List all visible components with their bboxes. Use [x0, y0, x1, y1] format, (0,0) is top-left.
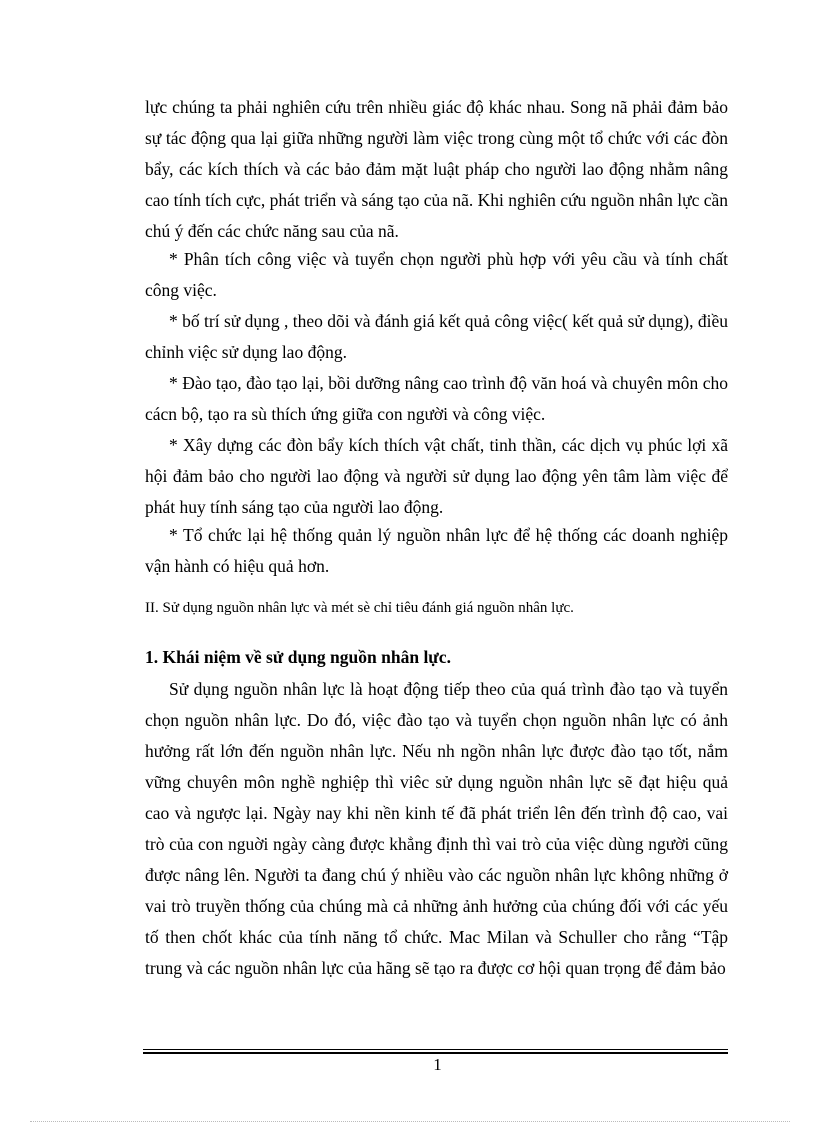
intro-paragraph: lực chúng ta phải nghiên cứu trên nhiều giác độ khác nhau. Song nã phải đảm bảo sự tác động qua lại giữa những người làm việc trong cùng một tổ chức với các đòn bẩy, các kích thích và các bảo đảm mặt luật pháp cho người lao động nhằm nâng cao tính tích cực, phát triển và sáng tạo của nã. Khi nghiên cứu nguồn nhân lực cần chú ý đến các chức năng sau của nã. — [145, 97, 728, 241]
bullet-assignment: * bố trí sử dụng , theo dõi và đánh giá kết quả công việc( kết quả sử dụng), điều chỉnh việc sử dụng lao động. — [145, 311, 728, 362]
footer-rule-thin — [143, 1049, 728, 1050]
bullet-incentives: * Xây dựng các đòn bẩy kích thích vật chất, tinh thần, các dịch vụ phúc lợi xã hội đảm bảo cho người lao động và người sử dụng lao động yên tâm làm việc để phát huy tính sáng tạo của người lao động. — [145, 435, 728, 517]
subsection-title: 1. Khái niệm về sử dụng nguồn nhân lực. — [145, 647, 451, 667]
section-title: II. Sử dụng nguồn nhân lực và mét sè chỉ tiêu đánh giá nguồn nhân lực. — [145, 600, 574, 616]
page-number: 1 — [433, 1055, 442, 1074]
page-boundary-dotted-line — [30, 1121, 790, 1122]
bullet-job-analysis: * Phân tích công việc và tuyển chọn người phù hợp với yêu cầu và tính chất công việc. — [145, 249, 728, 300]
bullet-training: * Đào tạo, đào tạo lại, bồi dưỡng nâng cao trình độ văn hoá và chuyên môn cho cácn bộ, tạo ra sù thích ứng giữa con người và công việc. — [145, 373, 728, 424]
bullet-reorganization: * Tổ chức lại hệ thống quản lý nguồn nhân lực để hệ thống các doanh nghiệp vận hành có hiệu quả hơn. — [145, 525, 728, 576]
body-paragraph: Sử dụng nguồn nhân lực là hoạt động tiếp theo của quá trình đào tạo và tuyển chọn nguồn nhân lực. Do đó, việc đào tạo và tuyển chọn nguồn nhân lực có ảnh hưởng rất lớn đến nguồn nhân lực. Nếu nh ngồn nhân lực được đào tạo tốt, nắm vững chuyên môn nghề nghiệp thì viêc sử dụng nguồn nhân lực sẽ đạt hiệu quả cao và ngược lại. Ngày nay khi nền kinh tế đã phát triển lên đến trình độ cao, vai trò của con nguời ngày càng được khẳng định thì vai trò của việc dùng người cũng được nâng lên. Người ta đang chú ý nhiều vào các nguồn nhân lực không những ở vai trò truyền thống của chúng mà cả những ảnh hưởng của chúng đối với các yếu tố then chốt khác của tính năng tổ chức. Mac Milan và Schuller cho rằng “Tập trung và các nguồn nhân lực của hãng sẽ tạo ra được cơ hội quan trọng để đảm bảo — [145, 679, 728, 978]
